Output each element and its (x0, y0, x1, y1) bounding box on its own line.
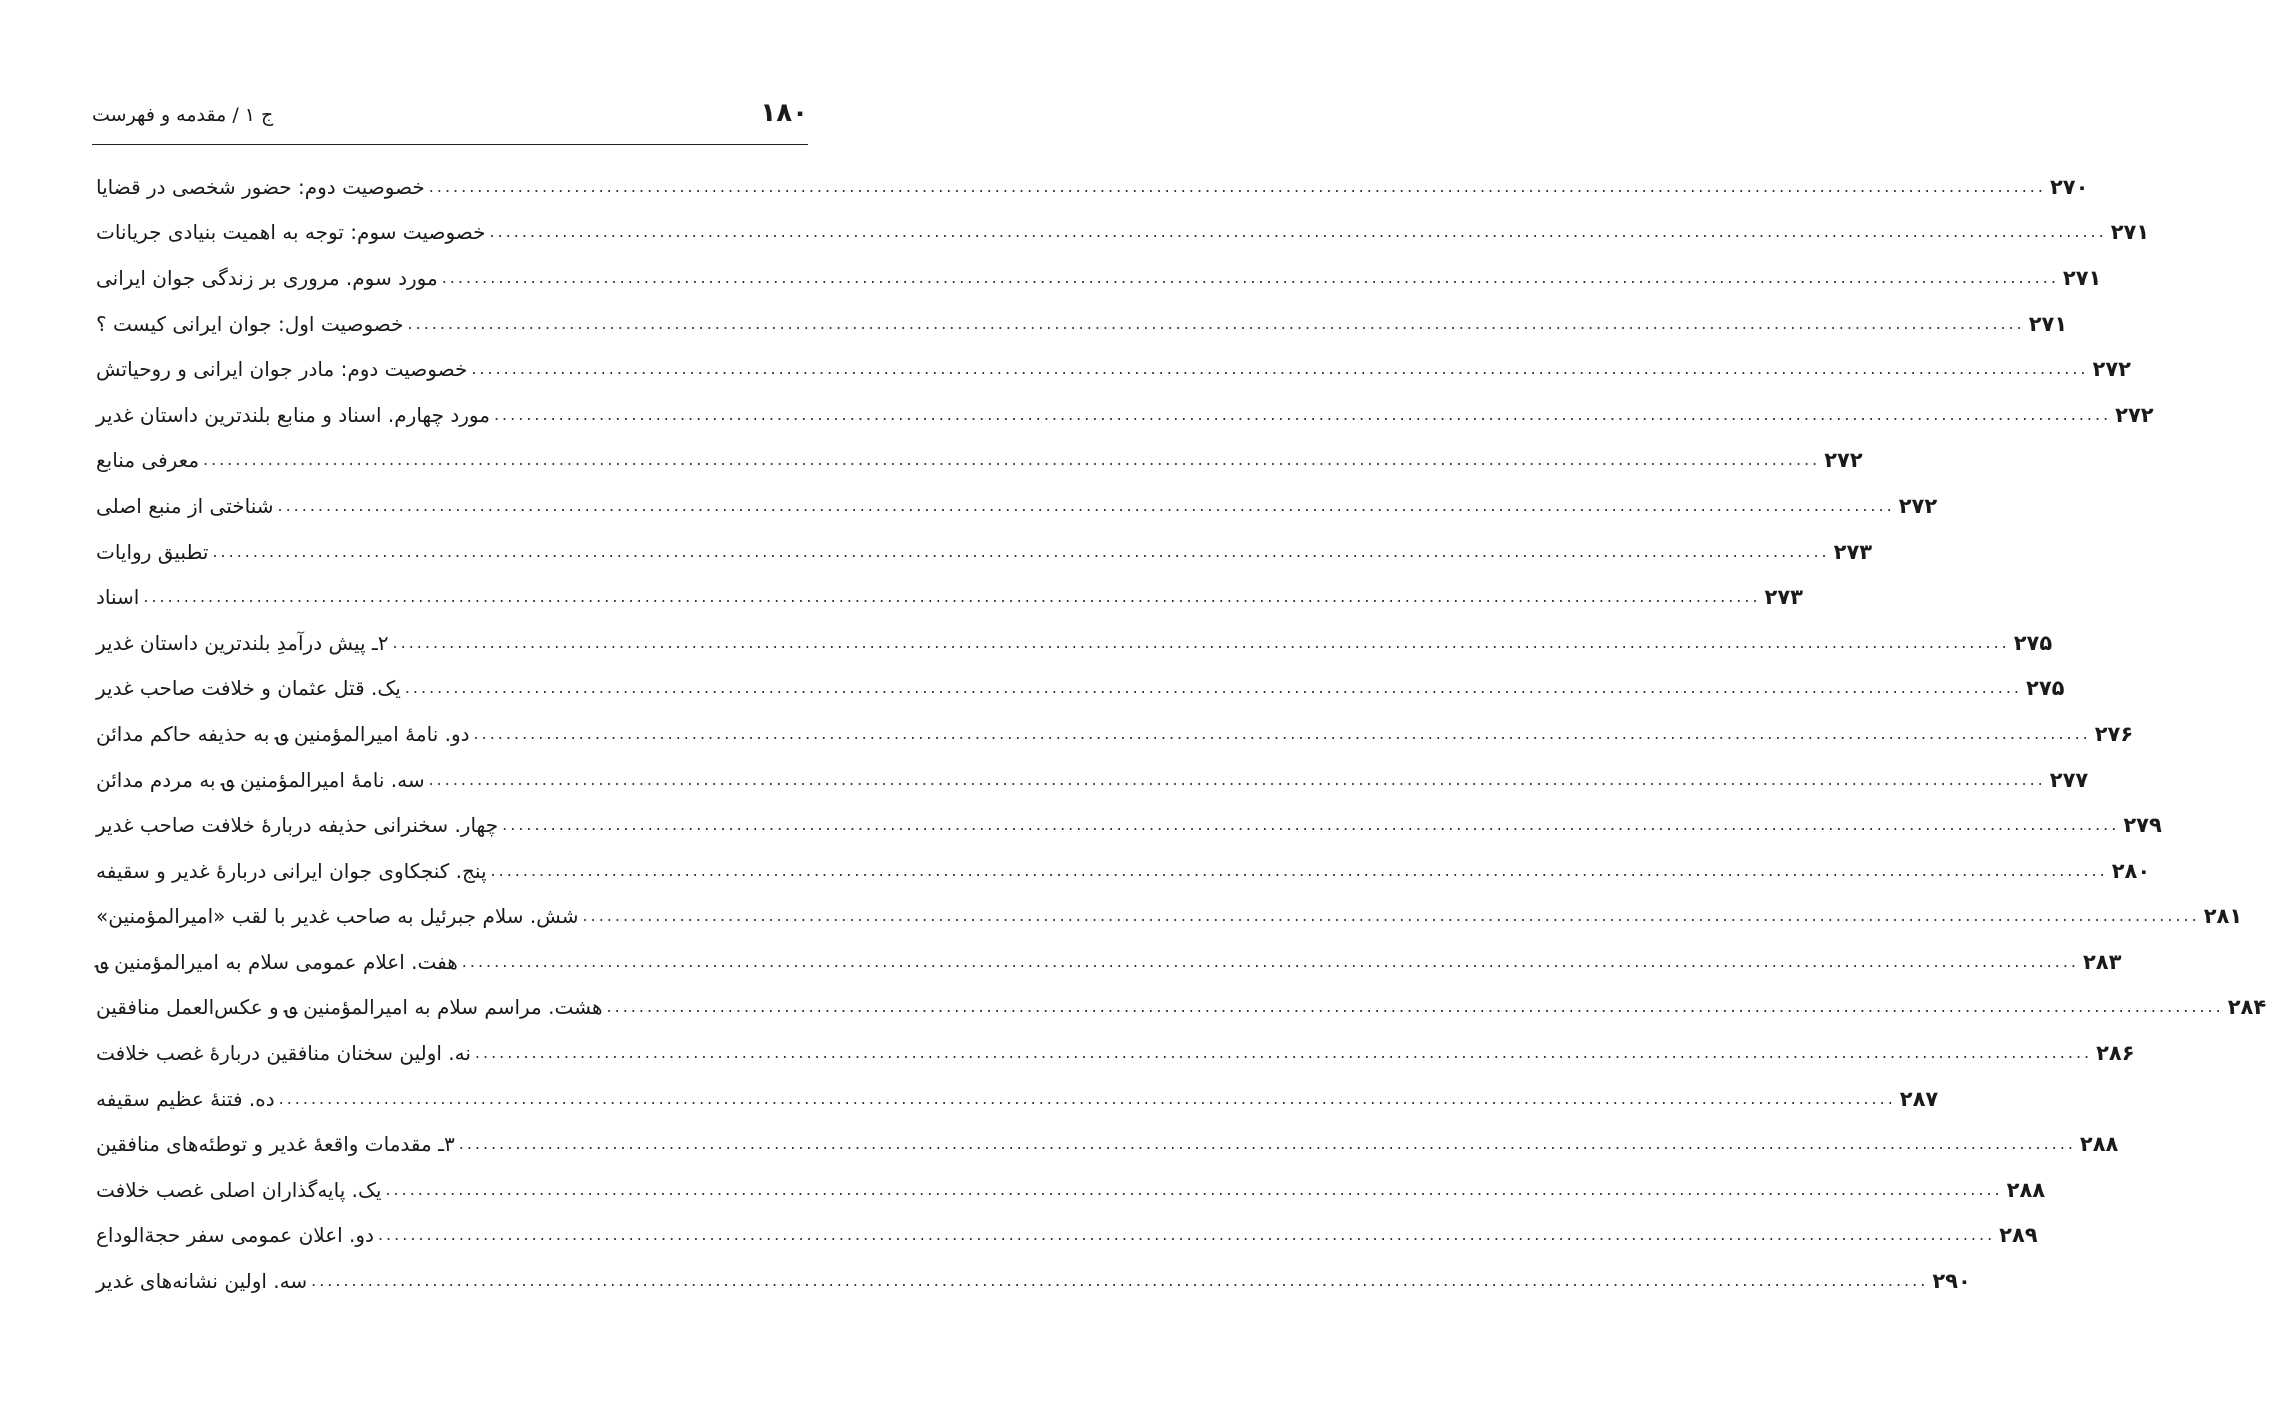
toc-entry-page: ۲۸۱ (2203, 904, 2243, 929)
dot-leader: ........................................................................................................................................................................................................ (407, 313, 2025, 333)
toc-entry (92, 620, 2053, 666)
toc-entry-title: پنج. کنجکاوی جوان ایرانی دربارهٔ غدیر و سقیفه (96, 858, 487, 883)
toc-entry-page: ۲۷۷ (2049, 767, 2089, 792)
toc-entry (92, 529, 1873, 575)
toc-entry (92, 985, 2267, 1031)
dot-leader: ........................................................................................................................................................................................................ (441, 267, 2059, 287)
toc-entry-page: ۲۷۱ (2062, 265, 2102, 290)
dot-leader: ........................................................................................................................................................................................................ (582, 906, 2200, 926)
toc-entry-title: اسناد (96, 585, 140, 610)
toc-entry-title: دو. اعلان عمومی سفر حجة‌الوداع (96, 1223, 374, 1248)
dot-leader: ........................................................................................................................................................................................................ (502, 815, 2120, 835)
toc-entry (92, 1213, 2038, 1259)
toc-entry-page: ۲۷۵ (2026, 676, 2065, 701)
toc-entry-title: خصوصیت سوم: توجه به اهمیت بنیادی جریانات (96, 220, 486, 245)
toc-entry-title: مورد سوم. مروری بر زندگی جوان ایرانی (96, 265, 438, 290)
toc-entry-title: مورد چهارم. اسناد و منابع بلندترین داستان غدیر (96, 402, 490, 427)
toc-entry-title: سه. اولین نشانه‌های غدیر (96, 1269, 308, 1294)
toc-entry-title: چهار. سخنرانی حذیفه دربارهٔ خلافت صاحب غدیر (96, 813, 499, 838)
toc-entry (92, 255, 2102, 301)
toc-entry-page: ۲۷۲ (2092, 357, 2131, 382)
toc-entry-page: ۲۸۳ (2082, 949, 2122, 974)
dot-leader: ........................................................................................................................................................................................................ (385, 1179, 2003, 1199)
toc-entry-title: خصوصیت اول: جوان ایرانی کیست ؟ (96, 311, 404, 336)
toc-entry-title: یک. پایه‌گذاران اصلی غصب خلافت (96, 1177, 382, 1202)
toc-entry-title: شناختی از منبع اصلی (96, 493, 274, 518)
toc-entry (92, 939, 2122, 985)
toc-entry (92, 1258, 1971, 1304)
toc-entry (92, 346, 2131, 392)
toc-entry-page: ۲۷۲ (1898, 493, 1938, 518)
toc-entry-page: ۲۷۳ (1764, 585, 1803, 610)
toc-entry (92, 164, 2089, 210)
dot-leader: ........................................................................................................................................................................................................ (203, 450, 1821, 470)
dot-leader: ........................................................................................................................................................................................................ (606, 997, 2224, 1017)
toc-entry (92, 1167, 2046, 1213)
toc-entry (92, 802, 2162, 848)
toc-entry-page: ۲۹۰ (1932, 1269, 1971, 1294)
toc-entry-page: ۲۷۱ (2110, 220, 2150, 245)
toc-entry-title: شش. سلام جبرئیل به صاحب غدیر با لقب «امیرالمؤمنین» (96, 904, 579, 929)
toc-entry-page: ۲۷۶ (2094, 721, 2134, 746)
dot-leader: ........................................................................................................................................................................................................ (377, 1225, 1996, 1245)
dot-leader: ........................................................................................................................................................................................................ (392, 632, 2010, 652)
toc-entry-title: ۲ـ پیش درآمدِ بلندترین داستان غدیر (96, 630, 389, 655)
dot-leader: ........................................................................................................................................................................................................ (473, 723, 2091, 743)
toc-entry-title: نه. اولین سخنان منافقین دربارهٔ غصب خلافت (96, 1041, 471, 1066)
toc-entry-title: خصوصیت دوم: مادر جوان ایرانی و روحیاتش (96, 357, 468, 382)
toc-entry-title: ده. فتنهٔ عظیم سقیفه (96, 1086, 275, 1111)
dot-leader: ........................................................................................................................................................................................................ (489, 222, 2107, 242)
toc-entry-page: ۲۷۹ (2123, 813, 2162, 838)
toc-entry (92, 438, 1863, 484)
dot-leader: ........................................................................................................................................................................................................ (212, 541, 1830, 561)
toc-entry-page: ۲۷۲ (1824, 448, 1863, 473)
toc-entry-page: ۲۸۴ (2227, 995, 2267, 1020)
dot-leader: ........................................................................................................................................................................................................ (458, 1134, 2076, 1154)
toc-entry-page: ۲۸۰ (2111, 858, 2151, 883)
running-head: ج ۱ / مقدمه و فهرست (92, 104, 274, 126)
dot-leader: ........................................................................................................................................................................................................ (493, 404, 2112, 424)
toc-entry-page: ۲۸۸ (2079, 1132, 2119, 1157)
dot-leader: ........................................................................................................................................................................................................ (277, 495, 1895, 515)
toc-entry-title: دو. نامهٔ امیرالمؤمنین ؈ به حذیفه حاکم مدائن (96, 721, 470, 746)
toc-entry (92, 210, 2150, 256)
toc-entry-title: هشت. مراسم سلام به امیرالمؤمنین ؈ و عکس‌العمل منافقین (96, 995, 603, 1020)
toc-entry-title: معرفی منابع (96, 448, 200, 473)
toc-entry (92, 483, 1938, 529)
page-header (92, 92, 808, 145)
toc-entry-page: ۲۸۷ (1899, 1086, 1939, 1111)
dot-leader: ........................................................................................................................................................................................................ (404, 678, 2023, 698)
toc-entry-page: ۲۸۹ (1999, 1223, 2038, 1248)
toc-entry (92, 1030, 2135, 1076)
toc-entry-page: ۲۷۰ (2049, 174, 2089, 199)
toc-entry (92, 301, 2068, 347)
toc-entry-page: ۲۷۱ (2028, 311, 2068, 336)
toc-entry (92, 666, 2065, 712)
dot-leader: ........................................................................................................................................................................................................ (143, 587, 1761, 607)
toc-entry (92, 574, 1803, 620)
dot-leader: ........................................................................................................................................................................................................ (474, 1043, 2093, 1063)
toc-entry-title: هفت. اعلام عمومی سلام به امیرالمؤمنین ؈ (96, 949, 458, 974)
table-of-contents (92, 164, 2267, 1304)
toc-entry (92, 1121, 2119, 1167)
toc-entry-page: ۲۸۸ (2006, 1177, 2046, 1202)
dot-leader: ........................................................................................................................................................................................................ (278, 1088, 1896, 1108)
dot-leader: ........................................................................................................................................................................................................ (311, 1271, 1929, 1291)
toc-entry-title: سه. نامهٔ امیرالمؤمنین ؈ به مردم مدائن (96, 767, 425, 792)
toc-entry (92, 711, 2134, 757)
toc-entry (92, 1076, 1939, 1122)
toc-entry (92, 392, 2154, 438)
toc-entry-page: ۲۷۵ (2013, 630, 2053, 655)
toc-entry (92, 757, 2089, 803)
toc-entry-title: تطبیق روایات (96, 539, 209, 564)
dot-leader: ........................................................................................................................................................................................................ (490, 860, 2108, 880)
dot-leader: ........................................................................................................................................................................................................ (428, 769, 2046, 789)
toc-entry-page: ۲۸۶ (2096, 1041, 2135, 1066)
toc-entry-title: یک. قتل عثمان و خلافت صاحب غدیر (96, 676, 401, 701)
toc-entry (92, 848, 2151, 894)
toc-entry-title: ۳ـ مقدمات واقعهٔ غدیر و توطئه‌های منافقین (96, 1132, 455, 1157)
dot-leader: ........................................................................................................................................................................................................ (471, 359, 2089, 379)
toc-entry-title: خصوصیت دوم: حضور شخصی در قضایا (96, 174, 425, 199)
dot-leader: ........................................................................................................................................................................................................ (428, 176, 2046, 196)
toc-entry (92, 894, 2243, 940)
toc-entry-page: ۲۷۳ (1833, 539, 1873, 564)
toc-entry-page: ۲۷۲ (2115, 402, 2154, 427)
page-number: ۱۸۰ (760, 98, 808, 128)
dot-leader: ........................................................................................................................................................................................................ (461, 951, 2079, 971)
